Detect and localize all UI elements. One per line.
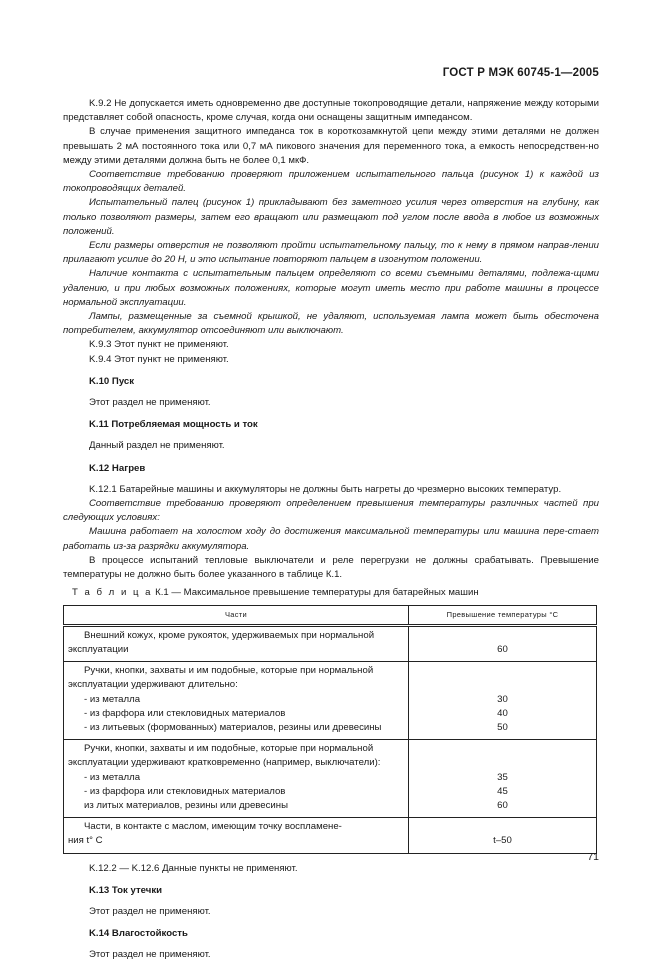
table-cell-part — [64, 625, 409, 661]
table-cell-line: Внешний кожух, кроме рукояток, удерживаемых при нормальной — [84, 629, 375, 641]
table-cell-line: эксплуатации удерживают кратковременно (например, выключатели): — [68, 757, 381, 769]
table-header-parts: Части — [64, 605, 409, 625]
paragraph-contact-check: Наличие контакта с испытательным пальцем определяют со всеми съемными деталями, подлежа-щими удалению, и при любых возможных положениях, которые могут иметь место при работе машины в процессе нормальной эксплуатации. — [63, 268, 599, 308]
paragraph-k12-idle: Машина работает на холостом ходу до достижения максимальной температуры или машина пере-стает работать из-за разрядки аккумулятора. — [63, 526, 599, 552]
table-value: 40 — [497, 707, 508, 719]
paragraph-k12-compliance: Соответствие требованию проверяют определением превышения температуры различных частей при следующих условиях: — [63, 498, 599, 524]
table-cell-line: - из фарфора или стекловидных материалов — [84, 785, 286, 797]
table-cell-line: - из металла — [84, 771, 141, 783]
paragraph-k92: K.9.2 Не допускается иметь одновременно две доступные токопроводящие детали, напряжение между которыми представляет собой опасность, кроме случая, когда они оснащены защитным импедансом. — [63, 98, 599, 124]
table-header-row — [64, 605, 597, 625]
table-value: 50 — [497, 721, 508, 733]
table-cell-value — [409, 662, 597, 740]
paragraph-compliance-test: Соответствие требованию проверяют приложением испытательного пальца (рисунок 1) к каждой из токопроводящих деталей. — [63, 169, 599, 195]
paragraph-test-finger: Испытательный палец (рисунок 1) прикладывают без заметного усилия через отверстия на глубину, как только позволяют размеры, затем его вращают или размещают под углом после ввода в любое из возможных положений. — [63, 197, 599, 237]
section-text-k13: Этот раздел не применяют. — [89, 905, 211, 917]
paragraph-k94: K.9.4 Этот пункт не применяют. — [89, 353, 229, 365]
paragraph-k122-k126: K.12.2 — K.12.6 Данные пункты не применяют. — [89, 862, 298, 874]
table-cell-line: из литых материалов, резины или древесины — [84, 799, 288, 811]
table-header-temperature: Превышение температуры °С — [409, 605, 597, 625]
section-title-k13: K.13 Ток утечки — [89, 884, 163, 896]
temperature-table — [63, 605, 597, 854]
table-cell-value — [409, 740, 597, 818]
table-cell-line: Ручки, кнопки, захваты и им подобные, которые при нормальной — [84, 743, 374, 755]
table-row — [64, 818, 597, 853]
page-content — [63, 97, 599, 963]
paragraph-k121: K.12.1 Батарейные машины и аккумуляторы не должны быть нагреты до чрезмерно высоких температур. — [89, 483, 562, 495]
section-title-k14: K.14 Влагостойкость — [89, 928, 188, 940]
paragraph-impedance: В случае применения защитного импеданса ток в короткозамкнутой цепи между этими деталями не должен превышать 2 мА постоянного тока или 0,7 мА пикового значения для переменного тока, а емкость непосредствен-но между этими деталями должна быть не более 0,1 мкФ. — [63, 126, 599, 166]
table-caption-label: Т а б л и ц а — [72, 587, 153, 599]
table-cell-line: ния t° C — [68, 835, 103, 847]
table-cell-part — [64, 662, 409, 740]
section-title-k12: K.12 Нагрев — [89, 462, 146, 474]
paragraph-k93: K.9.3 Этот пункт не применяют. — [89, 339, 229, 351]
table-value: t–50 — [493, 835, 512, 847]
table-caption-text: К.1 — Максимальное превышение температуры для батарейных машин — [155, 587, 479, 599]
table-value: 60 — [497, 643, 508, 655]
table-cell-part — [64, 818, 409, 853]
section-text-k10: Этот раздел не применяют. — [89, 397, 211, 409]
table-row — [64, 740, 597, 818]
table-caption — [63, 586, 599, 600]
table-value: 35 — [497, 771, 508, 783]
table-cell-line: эксплуатации — [68, 643, 129, 655]
paragraph-k12-thermal: В процессе испытаний тепловые выключатели и реле перегрузки не должны срабатывать. Превышение температуры не должно быть более указанного в таблице К.1. — [63, 554, 599, 581]
table-cell-value — [409, 625, 597, 661]
table-row — [64, 662, 597, 740]
paragraph-lamps: Лампы, размещенные за съемной крышкой, не удаляют, используемая лампа может быть обесточена потребителем, аккумулятор отсоединяют или выключают. — [63, 311, 599, 337]
section-title-k11: K.11 Потребляемая мощность и ток — [89, 419, 258, 431]
table-row — [64, 625, 597, 661]
table-cell-part — [64, 740, 409, 818]
table-cell-line: Ручки, кнопки, захваты и им подобные, которые при нормальной — [84, 665, 374, 677]
table-cell-line: - из фарфора или стекловидных материалов — [84, 707, 286, 719]
table-cell-line: эксплуатации удерживают длительно: — [68, 679, 238, 691]
table-cell-line: - из металла — [84, 693, 141, 705]
table-value: 45 — [497, 785, 508, 797]
section-text-k11: Данный раздел не применяют. — [89, 440, 225, 452]
section-text-k14: Этот раздел не применяют. — [89, 949, 211, 961]
paragraph-opening-size: Если размеры отверстия не позволяют пройти испытательному пальцу, то к нему в прямом направ-лении прилагают усилие до 20 Н, и это испытание повторяют пальцем в изогнутом положении. — [63, 240, 599, 266]
table-cell-value — [409, 818, 597, 853]
table-cell-line: - из литьевых (формованных) материалов, резины или древесины — [84, 721, 382, 733]
page-number: 71 — [587, 851, 599, 863]
section-title-k10: K.10 Пуск — [89, 375, 135, 387]
table-cell-line: Части, в контакте с маслом, имеющим точку воспламене- — [84, 821, 342, 833]
table-value: 30 — [497, 693, 508, 705]
table-value: 60 — [497, 799, 508, 811]
document-header: ГОСТ Р МЭК 60745-1—2005 — [442, 67, 599, 79]
